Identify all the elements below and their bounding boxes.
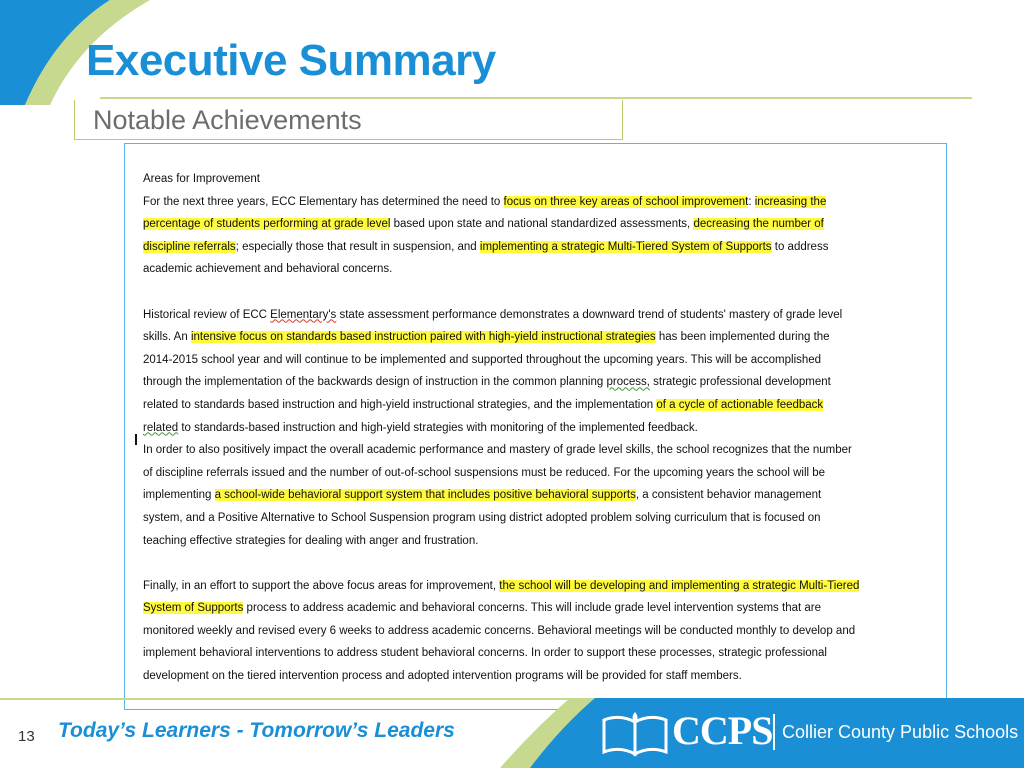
text-run: skills. An: [143, 331, 191, 344]
highlighted-text: the school will be developing and implementing a strategic Multi-Tiered: [499, 579, 860, 592]
text-run: system, and a Positive Alternative to School Suspension program using district adopted problem solving curriculum that is focused on: [143, 511, 821, 524]
document-line: [143, 213, 933, 236]
document-line: [143, 439, 933, 462]
text-run: of discipline referrals issued and the number of out-of-school suspensions must be reduced. For the upcoming years the school will be: [143, 466, 826, 479]
text-run: strategic professional development: [649, 376, 831, 389]
highlighted-text: System of Supports: [143, 602, 244, 615]
document-line: [143, 191, 933, 214]
document-line: [143, 326, 933, 349]
text-cursor: [135, 434, 137, 445]
highlighted-text: focus on three key areas of school improvement: [503, 195, 749, 208]
spellcheck-flagged-text: process,: [606, 376, 650, 389]
highlighted-text: percentage of students performing at grade level: [143, 218, 391, 231]
text-run: state assessment performance demonstrates a downward trend of students' mastery of grade level: [336, 308, 843, 321]
text-run: 2014-2015 school year and will continue to be implemented and supported throughout the upcoming years. This will be accomplished: [143, 353, 822, 366]
text-run: based upon state and national standardized assessments,: [390, 218, 694, 231]
text-run: to address: [771, 240, 829, 253]
highlighted-text: intensive focus on standards based instruction paired with high-yield instructional strategies: [190, 331, 656, 344]
text-run: related to standards based instruction and high-yield instructional strategies, and the implementation: [143, 398, 657, 411]
highlighted-text: decreasing the number of: [693, 218, 824, 231]
slide-title: Executive Summary: [86, 36, 496, 85]
document-line: [143, 236, 933, 259]
text-run: :: [748, 195, 755, 208]
document-line: [143, 597, 933, 620]
title-divider: [100, 97, 972, 99]
paragraph-spacer: [143, 281, 933, 304]
text-run: Finally, in an effort to support the above focus areas for improvement,: [143, 579, 500, 592]
document-excerpt: [124, 143, 947, 710]
highlighted-text: discipline referrals: [143, 240, 236, 253]
document-line: [143, 484, 933, 507]
text-run: process to address academic and behavioral concerns. This will include grade level intervention systems that are: [243, 602, 821, 615]
spellcheck-flagged-text: Elementary's: [270, 308, 337, 321]
document-line: [143, 462, 933, 485]
text-run: In order to also positively impact the overall academic performance and mastery of grade level skills, the school recognizes that the number: [143, 444, 852, 457]
footer-tagline: Today’s Learners - Tomorrow’s Leaders: [58, 719, 455, 742]
subtitle-box: [74, 100, 623, 140]
document-line: [143, 258, 933, 281]
page-number: 13: [18, 728, 35, 745]
text-run: monitored weekly and revised every 6 weeks to address academic concerns. Behavioral meetings will be conducted monthly to develop and: [143, 624, 856, 637]
text-run: academic achievement and behavioral concerns.: [143, 263, 393, 276]
document-body: [143, 168, 933, 688]
text-run: to standards-based instruction and high-yield strategies with monitoring of the implemented feedback.: [178, 421, 698, 434]
document-line: [143, 665, 933, 688]
text-run: through the implementation of the backwards design of instruction in the common planning: [143, 376, 607, 389]
highlighted-text: implementing a strategic Multi-Tiered System of Supports: [479, 240, 772, 253]
text-run: Historical review of ECC: [143, 308, 271, 321]
ccps-logo-text: CCPS: [672, 708, 773, 753]
document-line: [143, 304, 933, 327]
slide-subtitle: Notable Achievements: [93, 105, 362, 135]
highlighted-text: increasing the: [754, 195, 827, 208]
text-run: teaching effective strategies for dealing with anger and frustration.: [143, 534, 479, 547]
document-line: [143, 530, 933, 553]
text-run: has been implemented during the: [655, 331, 830, 344]
document-line: [143, 349, 933, 372]
text-run: For the next three years, ECC Elementary has determined the need to: [143, 195, 504, 208]
text-run: Areas for Improvement: [143, 173, 260, 185]
text-run: implementing: [143, 489, 215, 502]
document-line: [143, 575, 933, 598]
spellcheck-flagged-text: related: [143, 421, 179, 434]
logo-divider: [773, 714, 775, 750]
document-line: [143, 417, 933, 440]
text-run: development on the tiered intervention process and adopted intervention programs will be provided for staff members.: [143, 670, 742, 683]
highlighted-text: of a cycle of actionable feedback: [656, 398, 824, 411]
text-run: implement behavioral interventions to address student behavioral concerns. In order to support these processes, strategic professional: [143, 647, 827, 660]
document-line: [143, 168, 933, 191]
document-line: [143, 371, 933, 394]
document-line: [143, 394, 933, 417]
document-line: [143, 620, 933, 643]
text-run: ; especially those that result in suspension, and: [235, 240, 480, 253]
paragraph-spacer: [143, 552, 933, 575]
open-book-logo-icon: [600, 710, 670, 760]
organization-name: Collier County Public Schools: [782, 722, 1019, 742]
document-line: [143, 507, 933, 530]
highlighted-text: a school-wide behavioral support system that includes positive behavioral supports: [214, 489, 636, 502]
document-line: [143, 642, 933, 665]
text-run: , a consistent behavior management: [635, 489, 822, 502]
